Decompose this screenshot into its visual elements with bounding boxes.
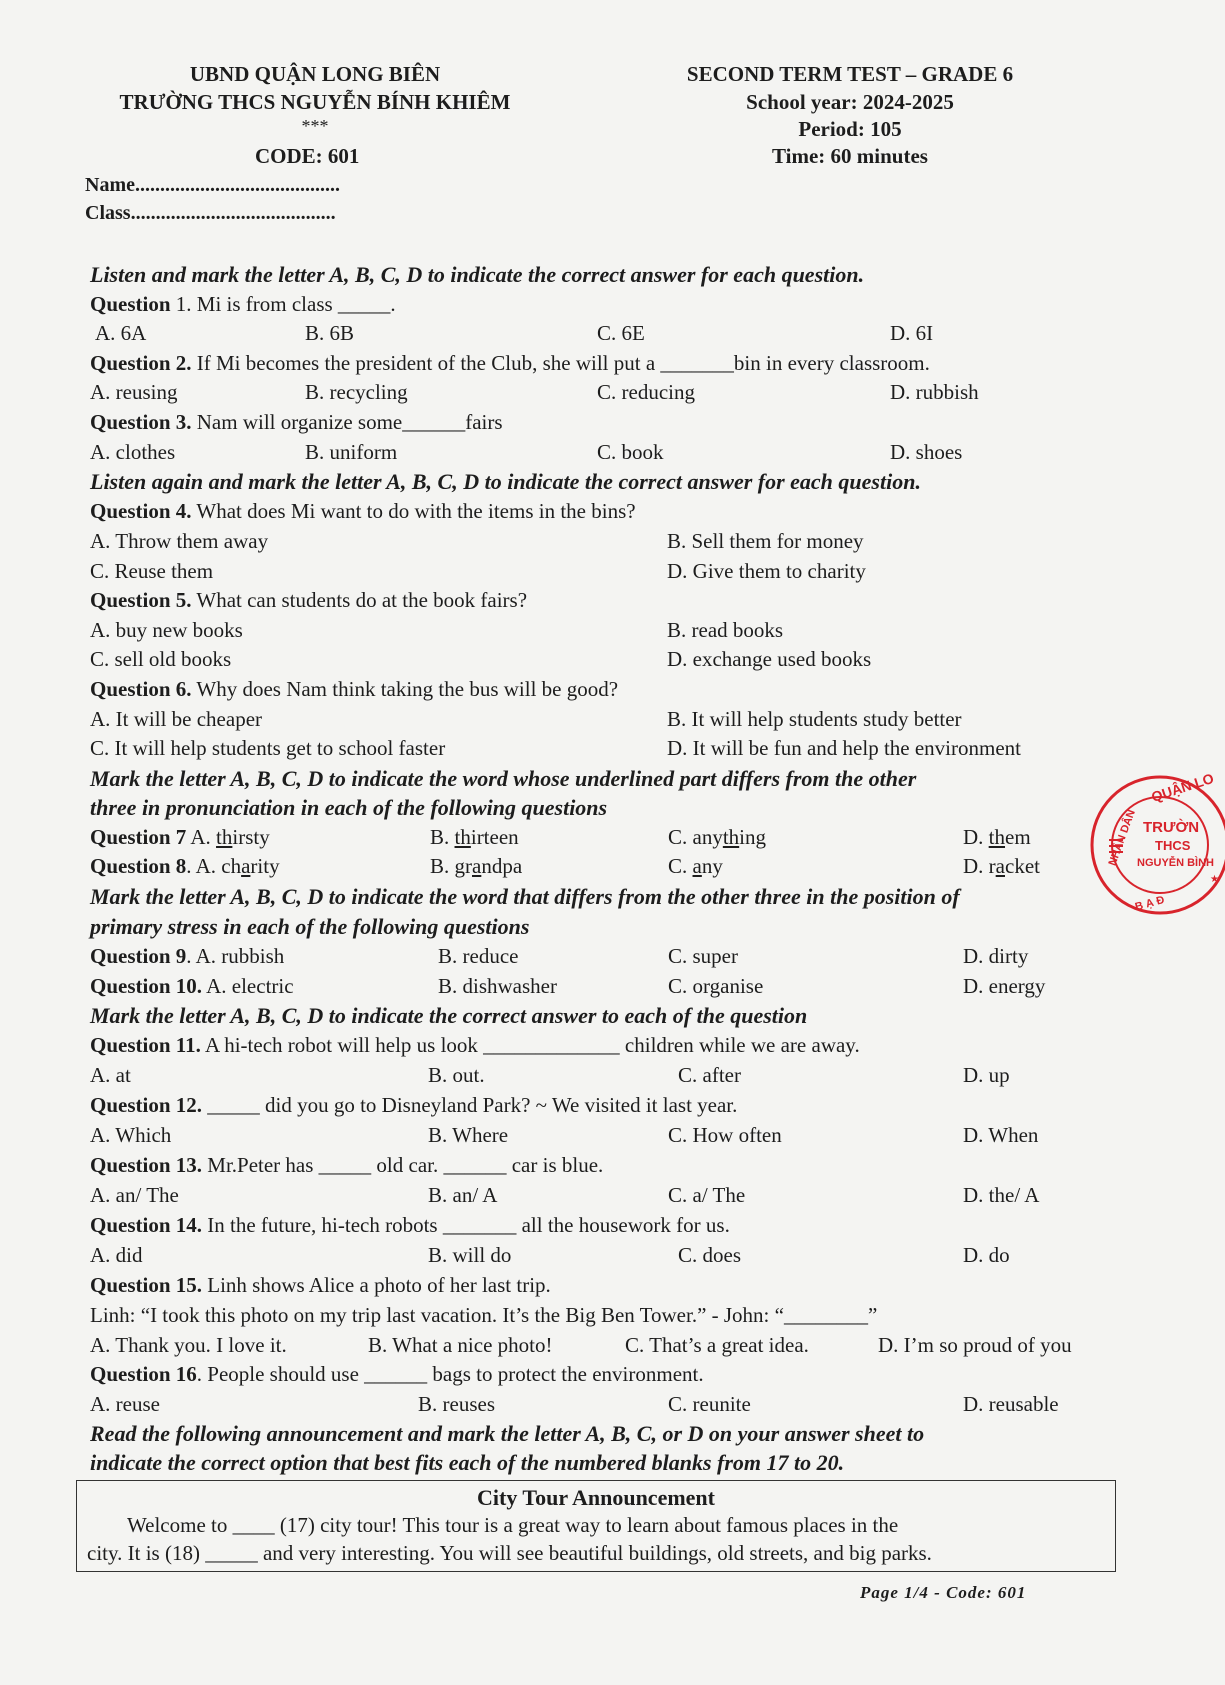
option-c: C. 6E bbox=[597, 321, 645, 345]
section-heading-cont: indicate the correct option that best fits each of the numbered blanks from 17 to 20. bbox=[90, 1450, 845, 1475]
question-15 bbox=[90, 1273, 1140, 1303]
option-d-suffix: cket bbox=[1005, 854, 1040, 878]
options-4-ab bbox=[90, 529, 1140, 559]
option-b: B. an/ A bbox=[428, 1183, 498, 1207]
option-c: C. a/ The bbox=[668, 1183, 746, 1207]
option-a-underlined: a bbox=[241, 854, 251, 878]
option-c: C. How often bbox=[668, 1123, 782, 1147]
question-label: Question 12. bbox=[90, 1093, 203, 1117]
question-label: Question 10. bbox=[90, 974, 203, 998]
test-title: SECOND TERM TEST – GRADE 6 bbox=[686, 62, 1014, 86]
question-label: Question 6. bbox=[90, 677, 192, 701]
option-b: B. dishwasher bbox=[438, 974, 557, 998]
option-a: A. did bbox=[90, 1243, 143, 1267]
option-a: . A. rubbish bbox=[186, 944, 285, 968]
school-name: TRƯỜNG THCS NGUYỄN BÍNH KHIÊM bbox=[119, 90, 511, 114]
option-d: D. reusable bbox=[963, 1392, 1059, 1416]
question-label: Question 16 bbox=[90, 1362, 197, 1386]
option-b: B. recycling bbox=[305, 380, 408, 404]
question-label: Question 14. bbox=[90, 1213, 203, 1237]
stamp-text-line1: TRƯỜN bbox=[1143, 819, 1200, 836]
section-heading: Listen and mark the letter A, B, C, D to indicate the correct answer for each question. bbox=[90, 262, 865, 287]
section-heading: Mark the letter A, B, C, D to indicate the word whose underlined part differs from the other bbox=[90, 766, 917, 791]
section-heading-cont: primary stress in each of the following questions bbox=[90, 914, 530, 939]
option-b-suffix: ndpa bbox=[481, 854, 523, 878]
question-label: Question 13. bbox=[90, 1153, 203, 1177]
option-c-underlined: a bbox=[692, 854, 702, 878]
option-b-suffix: irteen bbox=[470, 825, 519, 849]
option-a: A. electric bbox=[202, 974, 294, 998]
stamp-star-icon: ★ bbox=[1210, 874, 1219, 885]
options-5-ab bbox=[90, 618, 1140, 648]
question-label: Question 2. bbox=[90, 351, 192, 375]
option-a: A. reusing bbox=[90, 380, 178, 404]
section-heading: Mark the letter A, B, C, D to indicate the word that differs from the other three in the position of bbox=[90, 884, 960, 909]
option-b: B. It will help students study better bbox=[667, 707, 962, 731]
question-text: Linh shows Alice a photo of her last trip. bbox=[202, 1273, 551, 1297]
section-heading: Read the following announcement and mark the letter A, B, C, or D on your answer sheet to bbox=[90, 1421, 925, 1446]
question-text: Why does Nam think taking the bus will be good? bbox=[191, 677, 619, 701]
question-text: What does Mi want to do with the items in the bins? bbox=[191, 499, 636, 523]
option-a-suffix: irsty bbox=[232, 825, 270, 849]
question-16 bbox=[90, 1362, 1140, 1392]
question-label: Question 3. bbox=[90, 410, 192, 434]
school-seal-stamp bbox=[1085, 770, 1225, 920]
option-a-suffix: rity bbox=[250, 854, 280, 878]
option-b: B. will do bbox=[428, 1243, 512, 1267]
option-c: C. after bbox=[678, 1063, 741, 1087]
stamp-text-left: NHÂN DÂN bbox=[1106, 808, 1138, 868]
option-d-underlined: a bbox=[995, 854, 1005, 878]
question-15-dialog: Linh: “I took this photo on my trip last vacation. It’s the Big Ben Tower.” - John: “________” bbox=[90, 1303, 878, 1327]
option-c: C. does bbox=[678, 1243, 741, 1267]
option-d: D. I’m so proud of you bbox=[878, 1333, 1072, 1357]
option-c: C. Reuse them bbox=[90, 559, 214, 583]
option-d: D. the/ A bbox=[963, 1183, 1040, 1207]
option-b: B. read books bbox=[667, 618, 784, 642]
option-b: B. 6B bbox=[305, 321, 355, 345]
question-text: In the future, hi-tech robots _______ all the housework for us. bbox=[202, 1213, 730, 1237]
option-c: C. book bbox=[597, 440, 664, 464]
option-d: D. up bbox=[963, 1063, 1010, 1087]
section-heading-cont: three in pronunciation in each of the following questions bbox=[90, 795, 608, 820]
class-field: Class......................................... bbox=[85, 202, 336, 224]
option-a: A. 6A bbox=[95, 321, 147, 345]
page-footer: Page 1/4 - Code: 601 bbox=[860, 1583, 1027, 1602]
options-6-ab bbox=[90, 707, 1140, 737]
option-a: A. Thank you. I love it. bbox=[90, 1333, 287, 1357]
options-14 bbox=[90, 1243, 1140, 1273]
option-b: B. What a nice photo! bbox=[368, 1333, 553, 1357]
question-7 bbox=[90, 825, 1140, 855]
announcement-line-1: Welcome to ____ (17) city tour! This tour is a great way to learn about famous places in the bbox=[127, 1513, 899, 1537]
stamp-text-bottom: B Ạ Đ bbox=[1133, 894, 1166, 914]
option-a-prefix: A. bbox=[186, 825, 217, 849]
question-text: Mi is from class _____. bbox=[191, 292, 396, 316]
question-label: Question 5. bbox=[90, 588, 192, 612]
option-a: A. Which bbox=[90, 1123, 172, 1147]
option-b-underlined: a bbox=[472, 854, 482, 878]
announcement-line-2: city. It is (18) _____ and very interesting. You will see beautiful buildings, old streets, and big parks. bbox=[87, 1541, 932, 1565]
stamp-text-line2: THCS bbox=[1155, 838, 1191, 853]
question-label: Question bbox=[90, 292, 171, 316]
question-text: If Mi becomes the president of the Club, she will put a _______bin in every classroom. bbox=[191, 351, 930, 375]
option-c: C. reducing bbox=[597, 380, 695, 404]
announcement-box bbox=[76, 1480, 1116, 1572]
question-3 bbox=[90, 410, 1140, 440]
school-year: School year: 2024-2025 bbox=[746, 90, 954, 114]
question-label: Question 11. bbox=[90, 1033, 201, 1057]
question-5 bbox=[90, 588, 1140, 618]
option-b-prefix: B. bbox=[430, 825, 455, 849]
options-11 bbox=[90, 1063, 1140, 1093]
stamp-text-line3: NGUYỄN BÌNH bbox=[1137, 857, 1215, 869]
question-1 bbox=[90, 292, 1140, 322]
question-9 bbox=[90, 944, 1140, 974]
section-heading: Listen again and mark the letter A, B, C, D to indicate the correct answer for each question. bbox=[90, 469, 921, 494]
question-text: What can students do at the book fairs? bbox=[191, 588, 528, 612]
option-d: D. exchange used books bbox=[667, 647, 872, 671]
name-field: Name......................................... bbox=[85, 174, 340, 196]
option-d: D. It will be fun and help the environment bbox=[667, 736, 1021, 760]
option-b: B. Sell them for money bbox=[667, 529, 864, 553]
question-11 bbox=[90, 1033, 1140, 1063]
option-c: C. organise bbox=[668, 974, 764, 998]
option-c-suffix: ny bbox=[701, 854, 723, 878]
announcement-title: City Tour Announcement bbox=[477, 1485, 715, 1510]
time-limit: Time: 60 minutes bbox=[772, 144, 928, 168]
option-a: A. reuse bbox=[90, 1392, 160, 1416]
option-b: B. reuses bbox=[418, 1392, 495, 1416]
options-3 bbox=[90, 440, 1140, 470]
option-b: B. uniform bbox=[305, 440, 398, 464]
options-4-cd bbox=[90, 559, 1140, 589]
options-6-cd bbox=[90, 736, 1140, 766]
question-13 bbox=[90, 1153, 1140, 1183]
option-a: A. Throw them away bbox=[90, 529, 269, 553]
option-d: D. shoes bbox=[890, 440, 963, 464]
question-12 bbox=[90, 1093, 1140, 1123]
option-c-suffix: ing bbox=[739, 825, 767, 849]
option-c-underlined: th bbox=[722, 825, 740, 849]
exam-code: CODE: 601 bbox=[255, 144, 360, 168]
period: Period: 105 bbox=[798, 117, 902, 141]
stamp-text-top: QUẬN LO bbox=[1149, 770, 1216, 806]
option-d: D. do bbox=[963, 1243, 1010, 1267]
option-d-prefix: D. r bbox=[963, 854, 996, 878]
options-5-cd bbox=[90, 647, 1140, 677]
option-a: A. clothes bbox=[90, 440, 176, 464]
question-2 bbox=[90, 351, 1140, 381]
option-a: A. an/ The bbox=[90, 1183, 179, 1207]
question-text: Mr.Peter has _____ old car. ______ car is blue. bbox=[202, 1153, 604, 1177]
option-d-suffix: em bbox=[1005, 825, 1031, 849]
option-d: D. rubbish bbox=[890, 380, 979, 404]
question-number: 1. bbox=[170, 292, 192, 316]
option-c: C. super bbox=[668, 944, 738, 968]
options-16 bbox=[90, 1392, 1140, 1422]
options-2 bbox=[90, 380, 1140, 410]
option-d: D. dirty bbox=[963, 944, 1029, 968]
question-label: Question 4. bbox=[90, 499, 192, 523]
question-6 bbox=[90, 677, 1140, 707]
option-b-prefix: B. gr bbox=[430, 854, 472, 878]
question-label: Question 15. bbox=[90, 1273, 203, 1297]
option-c: C. reunite bbox=[668, 1392, 751, 1416]
option-d-underlined: th bbox=[988, 825, 1006, 849]
stars-divider: *** bbox=[301, 116, 329, 136]
options-13 bbox=[90, 1183, 1140, 1213]
option-b-underlined: th bbox=[454, 825, 471, 849]
section-heading: Mark the letter A, B, C, D to indicate the correct answer to each of the question bbox=[90, 1003, 808, 1028]
question-label: Question 8 bbox=[90, 854, 187, 878]
option-d: D. Give them to charity bbox=[667, 559, 866, 583]
option-c: C. It will help students get to school faster bbox=[90, 736, 446, 760]
question-text: A hi-tech robot will help us look _____________ children while we are away. bbox=[200, 1033, 860, 1057]
option-a: A. at bbox=[90, 1063, 131, 1087]
question-label: Question 7 bbox=[90, 825, 187, 849]
option-d: D. energy bbox=[963, 974, 1046, 998]
option-d: D. When bbox=[963, 1123, 1039, 1147]
options-12 bbox=[90, 1123, 1140, 1153]
option-d: D. 6I bbox=[890, 321, 934, 345]
option-b: B. out. bbox=[428, 1063, 485, 1087]
question-10 bbox=[90, 974, 1140, 1004]
question-text: Nam will organize some______fairs bbox=[191, 410, 503, 434]
option-c-prefix: C. bbox=[668, 854, 693, 878]
option-a-prefix: . A. ch bbox=[186, 854, 242, 878]
option-d-prefix: D. bbox=[963, 825, 989, 849]
option-c-prefix: C. any bbox=[668, 825, 723, 849]
question-4 bbox=[90, 499, 1140, 529]
question-label: Question 9 bbox=[90, 944, 187, 968]
options-1 bbox=[90, 321, 1140, 351]
options-15 bbox=[90, 1333, 1140, 1363]
question-8 bbox=[90, 854, 1140, 884]
district-name: UBND QUẬN LONG BIÊN bbox=[189, 62, 441, 86]
question-14 bbox=[90, 1213, 1140, 1243]
question-text: _____ did you go to Disneyland Park? ~ We visited it last year. bbox=[202, 1093, 738, 1117]
option-a-underlined: th bbox=[216, 825, 233, 849]
option-c: C. That’s a great idea. bbox=[625, 1333, 809, 1357]
option-c: C. sell old books bbox=[90, 647, 232, 671]
question-text: . People should use ______ bags to protect the environment. bbox=[196, 1362, 704, 1386]
option-a: A. It will be cheaper bbox=[90, 707, 263, 731]
option-b: B. reduce bbox=[438, 944, 519, 968]
option-b: B. Where bbox=[428, 1123, 509, 1147]
option-a: A. buy new books bbox=[90, 618, 243, 642]
